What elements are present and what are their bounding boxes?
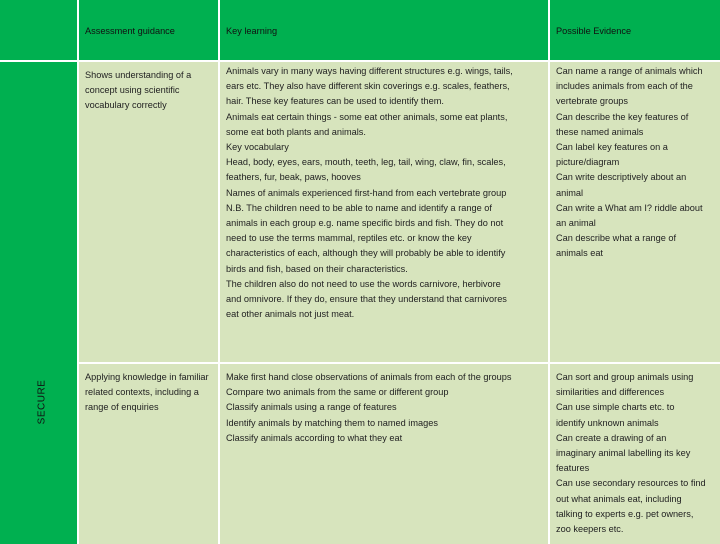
key-learning-line: feathers, fur, beak, paws, hooves: [226, 172, 361, 183]
key-learning-line: Head, body, eyes, ears, mouth, teeth, leg, tail, wing, claw, fin, scales,: [226, 157, 506, 168]
row2-evidence: [550, 364, 720, 544]
key-learning-line: Names of animals experienced first-hand from each vertebrate group: [226, 187, 507, 198]
key-learning-line: animals in each group e.g. name specific birds and fish. They do not: [226, 218, 504, 229]
key-learning-line: hair. These key features can be used to identify them.: [226, 96, 444, 107]
evidence-line: similarities and differences: [556, 387, 665, 398]
key-learning-line: N.B. The children need to be able to name and identify a range of: [226, 202, 492, 213]
row1-evidence: [550, 62, 720, 362]
key-learning-line: Key vocabulary: [226, 142, 289, 153]
evidence-line: Can use simple charts etc. to: [556, 402, 675, 413]
evidence-line: includes animals from each of the: [556, 81, 693, 92]
evidence-line: Can create a drawing of an: [556, 432, 667, 443]
key-learning-line: some eat both plants and animals.: [226, 126, 366, 137]
evidence-line: features: [556, 463, 590, 474]
key-learning-line: and omnivore. If they do, ensure that they understand that carnivores: [226, 294, 507, 305]
header-possible-evidence: Possible Evidence: [550, 0, 720, 60]
key-learning-line: Compare two animals from the same or different group: [226, 387, 449, 398]
evidence-line: these named animals: [556, 126, 644, 137]
key-learning-line: birds and fish, based on their characteristics.: [226, 263, 408, 274]
secure-label: SECURE: [36, 379, 48, 425]
header-key-learning: Key learning: [220, 0, 548, 60]
key-learning-line: eat other animals not just meat.: [226, 309, 355, 320]
evidence-line: an animal: [556, 218, 596, 229]
evidence-line: picture/diagram: [556, 157, 620, 168]
key-learning-line: need to use the terms mammal, reptiles etc. or know the key: [226, 233, 472, 244]
evidence-line: Can use secondary resources to find: [556, 478, 706, 489]
key-learning-line: Make first hand close observations of animals from each of the groups: [226, 372, 512, 382]
row2-key-learning: [220, 364, 548, 544]
row1-guidance-text: Shows understanding of a concept using scientific vocabulary correctly: [85, 70, 192, 111]
row2-guidance: [79, 364, 218, 544]
header-assessment-guidance: Assessment guidance: [79, 0, 218, 60]
row1-key-learning: [220, 62, 548, 362]
row2-guidance-text: Applying knowledge in familiar related contexts, including a range of enquiries: [85, 372, 209, 413]
evidence-line: animal: [556, 187, 584, 198]
evidence-line: out what animals eat, including: [556, 493, 682, 504]
evidence-line: Can write a What am I? riddle about: [556, 202, 703, 213]
evidence-line: zoo keepers etc.: [556, 524, 624, 535]
side-label-cell: [0, 62, 77, 544]
evidence-line: Can name a range of animals which: [556, 66, 703, 76]
evidence-line: Can write descriptively about an: [556, 172, 687, 183]
key-learning-line: ears etc. They also have different skin coverings e.g. scales, feathers,: [226, 81, 510, 92]
key-learning-line: The children also do not need to use the words carnivore, herbivore: [226, 278, 501, 289]
evidence-line: identify unknown animals: [556, 417, 659, 428]
header-corner: [0, 0, 77, 60]
evidence-line: Can label key features on a: [556, 142, 668, 153]
key-learning-line: Classify animals according to what they eat: [226, 432, 403, 443]
evidence-line: Can sort and group animals using: [556, 372, 694, 382]
key-learning-line: characteristics of each, although they will probably be able to identify: [226, 248, 506, 259]
evidence-line: imaginary animal labelling its key: [556, 448, 691, 459]
row1-guidance: [79, 62, 218, 362]
evidence-line: talking to experts e.g. pet owners,: [556, 508, 694, 519]
evidence-line: vertebrate groups: [556, 96, 629, 107]
key-learning-line: Animals eat certain things - some eat other animals, some eat plants,: [226, 111, 508, 122]
key-learning-line: Identify animals by matching them to named images: [226, 417, 438, 428]
key-learning-line: Classify animals using a range of features: [226, 402, 397, 413]
evidence-line: Can describe what a range of: [556, 233, 677, 244]
evidence-line: Can describe the key features of: [556, 111, 689, 122]
evidence-line: animals eat: [556, 248, 603, 259]
key-learning-line: Animals vary in many ways having different structures e.g. wings, tails,: [226, 66, 513, 76]
